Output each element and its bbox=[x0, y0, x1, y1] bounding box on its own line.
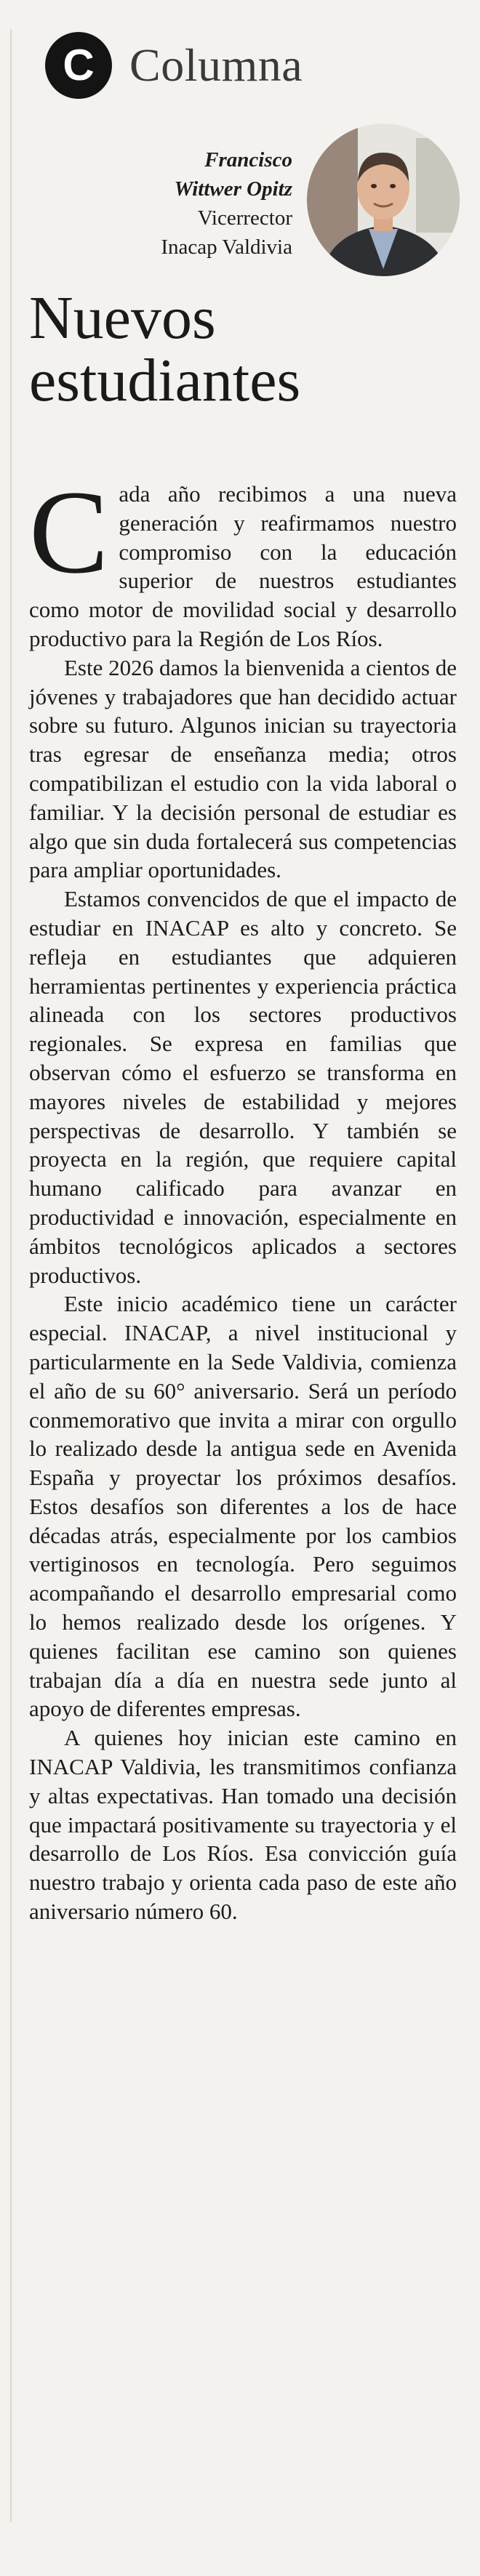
headline bbox=[29, 284, 465, 414]
author-organization: Inacap Valdivia bbox=[161, 236, 292, 259]
paragraph: Este inicio académico tiene un carácter especial. INACAP, a nivel institucional y particularmente en la Sede Valdivia, comienza el año de su 60° aniversario. Será un período conmemorativo que invita a mirar con orgullo lo realizado desde la antigua sede en Avenida España y proyectar los próximos desafíos. Estos desafíos son diferentes a los de hace décadas atrás, especialmente por los cambios vertiginosos en tecnología. Pero seguimos acompañando el desarrollo empresarial como lo hemos realizado desde los orígenes. Y quienes facilitan ese camino son quienes trabajan día a día en nuestra sede junto al apoyo de diferentes empresas. bbox=[29, 1291, 457, 1722]
section-badge-icon: C bbox=[45, 32, 112, 99]
dropcap: C bbox=[29, 467, 109, 598]
author-name-first: Francisco bbox=[204, 148, 292, 172]
author-block bbox=[23, 116, 460, 283]
article-body bbox=[29, 467, 457, 1926]
column-divider bbox=[10, 29, 12, 2522]
author-name-last: Wittwer Opitz bbox=[174, 177, 292, 201]
section-header bbox=[45, 29, 303, 102]
paragraph: Este 2026 damos la bienvenida a cientos de jóvenes y trabajadores que han decidido actuar sobre su futuro. Algunos inician su trayectoria tras egresar de enseñanza media; otros compatibilizan el estudio con la vida laboral o familiar. Y la decisión personal de estudiar es algo que sin duda fortalecerá sus competencias para ampliar oportunidades. bbox=[29, 654, 457, 883]
paragraph-text: ada año recibimos a una nueva generación y reafirmamos nuestro compromiso con la educación superior de nuestros estudiantes como motor de movilidad social y desarrollo productivo para la Región de Los Ríos. bbox=[29, 481, 457, 651]
author-portrait-icon bbox=[307, 124, 460, 276]
author-credits bbox=[161, 145, 292, 262]
paragraph: Estamos convencidos de que el impacto de estudiar en INACAP es alto y concreto. Se refleja en estudiantes que adquieren herramientas pertinentes y experiencia práctica alineada con los sectores productivos regionales. Se expresa en familias que observan cómo el esfuerzo se transforma en mayores niveles de estabilidad y mejores perspectivas de desarrollo. Y también se proyecta en la región, que requiere capital humano calificado para avanzar en productividad e innovación, especialmente en ámbitos tecnológicos aplicados a sectores productivos. bbox=[29, 886, 457, 1288]
paragraph bbox=[29, 467, 457, 653]
paragraph: A quienes hoy inician este camino en INACAP Valdivia, les transmitimos confianza y altas expectativas. Han tomado una decisión que impactará positivamente su trayectoria y el desarrollo de Los Ríos. Esa convicción guía nuestro trabajo y orienta cada paso de este año aniversario número 60. bbox=[29, 1725, 457, 1925]
section-label: Columna bbox=[129, 39, 303, 91]
headline-line-2: estudiantes bbox=[29, 347, 301, 414]
author-role: Vicerrector bbox=[197, 206, 292, 230]
headline-line-1: Nuevos bbox=[29, 284, 216, 352]
